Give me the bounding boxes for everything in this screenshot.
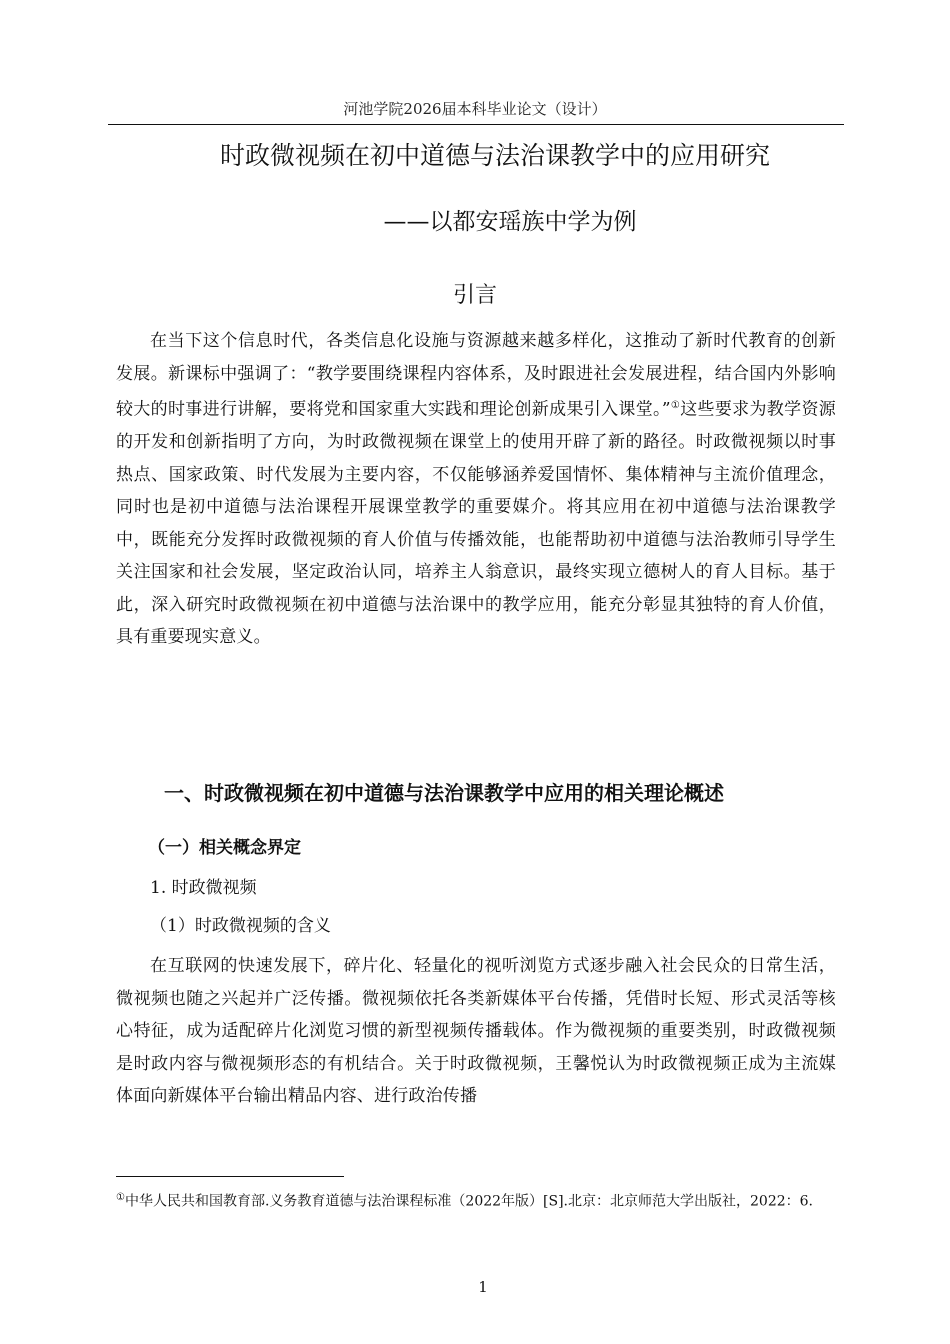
intro-text-part1: 在当下这个信息时代，各类信息化设施与资源越来越多样化，这推动了新时代教育的创新发展。新课标中强调了：“教学要围绕课程内容体系，及时跟进社会发展进程，结合国内外影响较大的时事进行讲解，要将党和国家重大实践和理论创新成果引入课堂。”: [116, 331, 836, 420]
intro-heading: 引言: [452, 283, 497, 308]
subsection-heading: （一）相关概念界定: [148, 838, 301, 858]
sub-item: （1）时政微视频的含义: [150, 916, 331, 936]
intro-text-part2: 这些要求为教学资源的开发和创新指明了方向，为时政微视频在课堂上的使用开辟了新的路径。时政微视频以时事热点、国家政策、时代发展为主要内容，不仅能够涵养爱国情怀、集体精神与主流价值理念，同时也是初中道德与法治课程开展课堂教学的重要媒介。将其应用在初中道德与法治课教学中，既能充分发挥时政微视频的育人价值与传播效能，也能帮助初中道德与法治教师引导学生关注国家和社会发展，坚定政治认同，培养主人翁意识，最终实现立德树人的育人目标。基于此，深入研究时政微视频在初中道德与法治课中的教学应用，能充分彰显其独特的育人价值，具有重要现实意义。: [116, 399, 836, 648]
page-number: 1: [478, 1278, 488, 1296]
footnote-divider: [116, 1176, 344, 1177]
footnote-reference[interactable]: ①: [670, 400, 681, 411]
footnote: [116, 1186, 838, 1214]
numbered-item: 1. 时政微视频: [150, 878, 257, 898]
thesis-subtitle: ——以都安瑶族中学为例: [383, 209, 637, 235]
thesis-title: 时政微视频在初中道德与法治课教学中的应用研究: [219, 141, 770, 170]
footnote-mark: ①: [116, 1192, 125, 1203]
intro-paragraph: [116, 325, 836, 654]
section-heading: 一、时政微视频在初中道德与法治课教学中应用的相关理论概述: [164, 781, 724, 805]
header-divider: [108, 124, 844, 125]
body-paragraph: 在互联网的快速发展下，碎片化、轻量化的视听浏览方式逐步融入社会民众的日常生活，微视频也随之兴起并广泛传播。微视频依托各类新媒体平台传播，凭借时长短、形式灵活等核心特征，成为适配碎片化浏览习惯的新型视频传播载体。作为微视频的重要类别，时政微视频是时政内容与微视频形态的有机结合。关于时政微视频，王馨悦认为时政微视频正成为主流媒体面向新媒体平台输出精品内容、进行政治传播: [116, 956, 836, 1106]
page-header: 河池学院2026届本科毕业论文（设计）: [343, 100, 607, 118]
footnote-text: 中华人民共和国教育部.义务教育道德与法治课程标准（2022年版）[S].北京：北京师范大学出版社，2022：6.: [124, 1193, 813, 1210]
